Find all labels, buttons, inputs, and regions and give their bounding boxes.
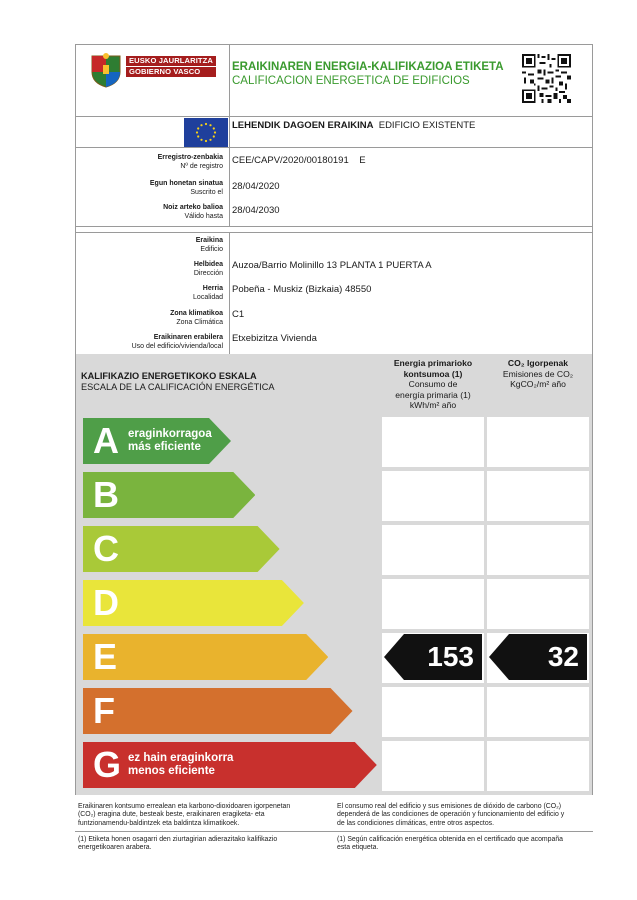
- footer-note-eu: Eraikinaren kontsumo errealean eta karbono-dioxidoaren igorpenetan (CO₂) eragina dute, besteak beste, eraikinaren eragiketa- eta funtzionamendu-baldintzek eta baldintza klimatikoek.: [78, 803, 291, 827]
- class-letter: B: [93, 474, 119, 515]
- climate-zone-value: C1: [232, 309, 245, 320]
- registry-number-label: Erregistro-zenbakia Nº de registro: [157, 154, 223, 170]
- class-description: ez hain eraginkorra menos eficiente: [128, 752, 234, 777]
- valid-until-label: Noiz arteko balioa Válido hasta: [163, 204, 223, 220]
- emissions-cell-f: [487, 687, 589, 737]
- emissions-indicator-value: 32: [547, 641, 579, 672]
- building-use-value: Etxebizitza Vivienda: [232, 333, 317, 344]
- class-arrow-f: [83, 688, 353, 734]
- consumption-cell-a: [382, 417, 484, 467]
- class-letter: A: [93, 420, 119, 461]
- class-arrow-a: [83, 418, 231, 464]
- registry-number-value: CEE/CAPV/2020/00180191 E: [232, 155, 366, 166]
- building-label: Eraikina Edificio: [195, 237, 223, 253]
- valid-until-value: 28/04/2030: [232, 205, 280, 216]
- qr-code-icon: [522, 54, 571, 103]
- building-use-label: Eraikinaren erabilera Uso del edificio/vivienda/local: [131, 334, 223, 350]
- footnote-1-eu: (1) Etiketa honen osagarri den ziurtagirian adierazitako kalifikazio energetikoaren arabera.: [78, 836, 278, 852]
- consumption-cell-f: [382, 687, 484, 737]
- class-arrow-b: [83, 472, 255, 518]
- address-value: Auzoa/Barrio Molinillo 13 PLANTA 1 PUERTA A: [232, 260, 432, 271]
- scale-title-eu: KALIFIKAZIO ENERGETIKOKO ESKALA: [81, 371, 257, 381]
- locality-label: Herria Localidad: [193, 285, 223, 301]
- consumption-cell-c: [382, 525, 484, 575]
- class-arrow-g: [83, 742, 377, 788]
- eu-flag-icon: [184, 118, 228, 147]
- label-title-es: CALIFICACION ENERGETICA DE EDIFICIOS: [232, 75, 470, 87]
- label-title-eu: ERAIKINAREN ENERGIA-KALIFIKAZIOA ETIKETA: [232, 61, 504, 73]
- class-description: eraginkorragoa más eficiente: [128, 428, 212, 453]
- emissions-column-header: CO₂ Igorpenak Emisiones de CO₂ KgCO₂/m² año: [502, 358, 574, 389]
- emissions-cell-a: [487, 417, 589, 467]
- class-arrow-e: [83, 634, 328, 680]
- logo-text-eu: EUSKO JAURLARITZA: [126, 56, 216, 66]
- class-letter: C: [93, 528, 119, 569]
- signed-date-label: Egun honetan sinatua Suscrito el: [149, 180, 223, 196]
- class-letter: G: [93, 744, 122, 785]
- footnote-1-es: (1) Según calificación energética obtenida en el certificado que acompaña esta etiqueta.: [337, 836, 564, 852]
- climate-zone-label: Zona klimatikoa Zona Climática: [170, 310, 223, 326]
- emissions-indicator: [489, 634, 587, 680]
- emissions-cell-g: [487, 741, 589, 791]
- class-letter: D: [93, 582, 119, 623]
- locality-value: Pobeña - Muskiz (Bizkaia) 48550: [232, 284, 372, 295]
- coat-of-arms-icon: [89, 52, 123, 88]
- building-type: [232, 120, 475, 131]
- consumption-column-header: Energia primarioko kontsumoa (1) Consumo de energía primaria (1) kWh/m² año: [393, 358, 473, 410]
- consumption-cell-g: [382, 741, 484, 791]
- class-letter: F: [93, 690, 115, 731]
- consumption-cell-b: [382, 471, 484, 521]
- emissions-cell-d: [487, 579, 589, 629]
- energy-label-frame: [75, 44, 593, 795]
- emissions-cell-c: [487, 525, 589, 575]
- emissions-cell-b: [487, 471, 589, 521]
- consumption-cell-d: [382, 579, 484, 629]
- class-letter: E: [93, 636, 118, 677]
- building-type-es: EDIFICIO EXISTENTE: [378, 120, 476, 131]
- consumption-indicator: [384, 634, 482, 680]
- class-arrow-c: [83, 526, 280, 572]
- signed-date-value: 28/04/2020: [232, 181, 280, 192]
- gobierno-vasco-logo: [89, 52, 217, 88]
- class-arrow-d: [83, 580, 304, 626]
- building-type-eu: LEHENDIK DAGOEN ERAIKINA: [232, 120, 374, 131]
- consumption-indicator-value: 153: [427, 641, 474, 672]
- footer-note-es: El consumo real del edificio y sus emisiones de dióxido de carbono (CO₂) dependerá de las condiciones de operación y funcionamiento del edificio y de las condiciones climáticas, entre otros aspectos.: [337, 803, 565, 827]
- scale-title-es: ESCALA DE LA CALIFICACIÓN ENERGÉTICA: [81, 382, 275, 392]
- address-label: Helbidea Dirección: [193, 261, 223, 277]
- logo-text-es: GOBIERNO VASCO: [126, 67, 216, 77]
- energy-scale: [76, 414, 592, 795]
